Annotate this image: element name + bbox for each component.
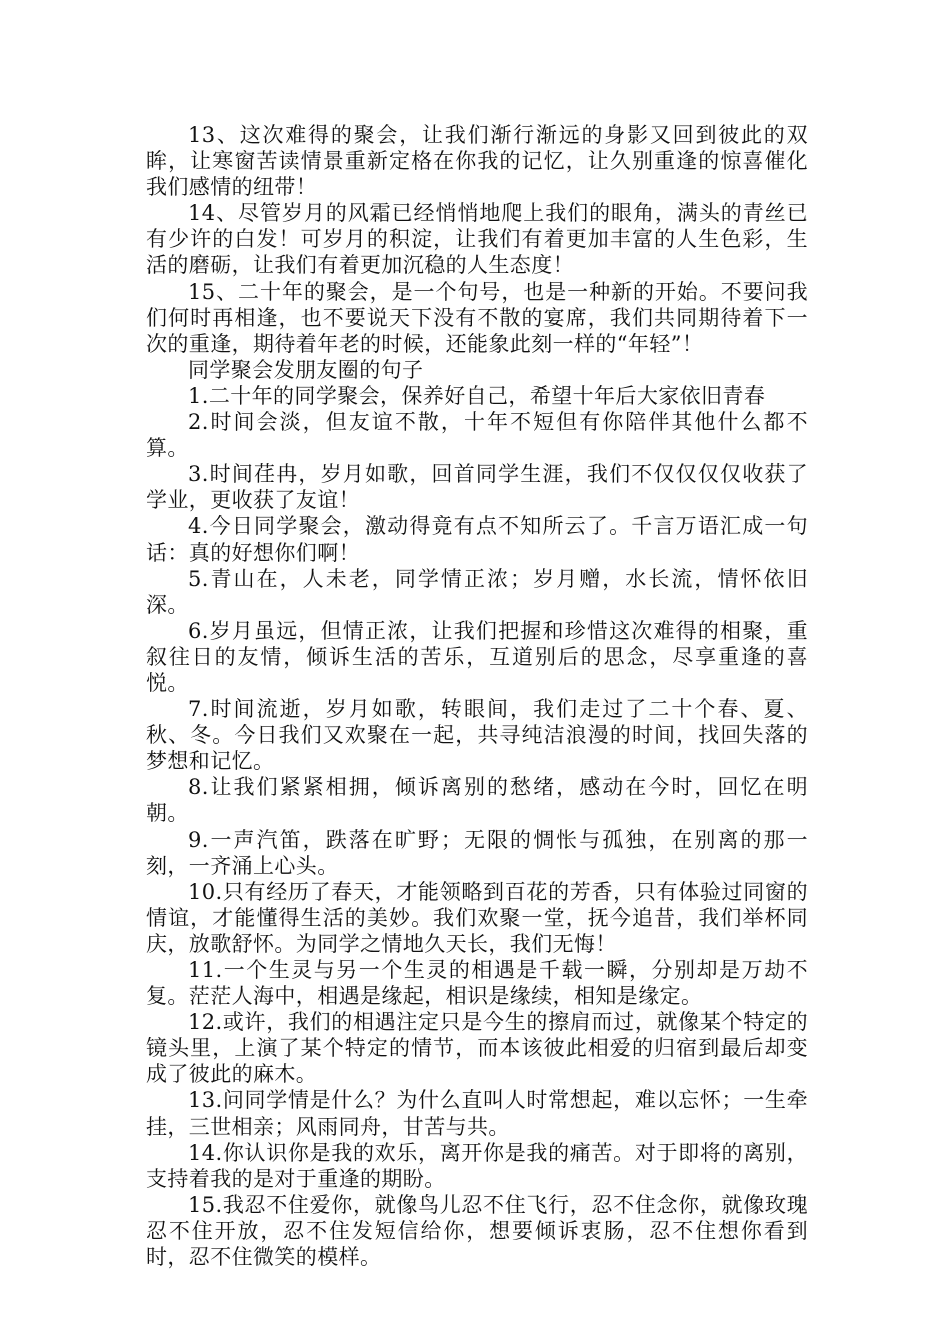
list-item-12: 12.或许，我们的相遇注定只是今生的擦肩而过，就像某个特定的镜头里，上演了某个特定的情节，而本该彼此相爱的归宿到最后却变成了彼此的麻木。 bbox=[146, 1010, 808, 1087]
list-item-14: 14.你认识你是我的欢乐，离开你是我的痛苦。对于即将的离别，支持着我的是对于重逢的期盼。 bbox=[146, 1140, 808, 1191]
list-item-7: 7.时间流逝，岁月如歌，转眼间，我们走过了二十个春、夏、秋、冬。今日我们又欢聚在一起，共寻纯洁浪漫的时间，找回失落的梦想和记忆。 bbox=[146, 697, 808, 774]
list-item-2: 2.时间会淡，但友谊不散，十年不短但有你陪伴其他什么都不算。 bbox=[146, 410, 808, 461]
list-item-5: 5.青山在，人未老，同学情正浓；岁月赠，水长流，情怀依旧深。 bbox=[146, 566, 808, 617]
list-item-10: 10.只有经历了春天，才能领略到百花的芳香，只有体验过同窗的情谊，才能懂得生活的美妙。我们欢聚一堂，抚今追昔，我们举杯同庆，放歌舒怀。为同学之情地久天长，我们无悔！ bbox=[146, 879, 808, 956]
section-heading: 同学聚会发朋友圈的句子 bbox=[188, 357, 424, 382]
list-item-6: 6.岁月虽远，但情正浓，让我们把握和珍惜这次难得的相聚，重叙往日的友情，倾诉生活的苦乐，互道别后的思念，尽享重逢的喜悦。 bbox=[146, 618, 808, 695]
list-item-4: 4.今日同学聚会，激动得竟有点不知所云了。千言万语汇成一句话：真的好想你们啊！ bbox=[146, 514, 808, 565]
list-item-15: 15.我忍不住爱你，就像鸟儿忍不住飞行，忍不住念你，就像玫瑰忍不住开放，忍不住发短信给你，想要倾诉衷肠，忍不住想你看到时，忍不住微笑的模样。 bbox=[146, 1192, 808, 1270]
paragraph-13-reunion: 13、这次难得的聚会，让我们渐行渐远的身影又回到彼此的双眸，让寒窗苦读情景重新定格在你我的记忆，让久别重逢的惊喜催化我们感情的纽带！ bbox=[146, 123, 808, 200]
list-item-9: 9.一声汽笛，跌落在旷野；无限的惆怅与孤独，在别离的那一刻，一齐涌上心头。 bbox=[146, 827, 808, 878]
list-item-8: 8.让我们紧紧相拥，倾诉离别的愁绪，感动在今时，回忆在明朝。 bbox=[146, 775, 808, 826]
list-item-1: 1.二十年的同学聚会，保养好自己，希望十年后大家依旧青春 bbox=[188, 383, 766, 408]
paragraph-15-twenty-years: 15、二十年的聚会，是一个句号，也是一种新的开始。不要问我们何时再相逢，也不要说天下没有不散的宴席，我们共同期待着下一次的重逢，期待着年老的时候，还能象此刻一样的“年轻”！ bbox=[146, 279, 808, 356]
paragraph-14-years: 14、尽管岁月的风霜已经悄悄地爬上我们的眼角，满头的青丝已有少许的白发！可岁月的积淀，让我们有着更加丰富的人生色彩，生活的磨砺，让我们有着更加沉稳的人生态度！ bbox=[146, 201, 808, 278]
list-item-11: 11.一个生灵与另一个生灵的相遇是千载一瞬，分别却是万劫不复。茫茫人海中，相遇是缘起，相识是缘续，相知是缘定。 bbox=[146, 958, 808, 1009]
list-item-13: 13.问同学情是什么？为什么直叫人时常想起，难以忘怀；一生牵挂，三世相亲；风雨同舟，甘苦与共。 bbox=[146, 1088, 808, 1139]
list-item-3: 3.时间荏冉，岁月如歌，回首同学生涯，我们不仅仅仅仅收获了学业，更收获了友谊！ bbox=[146, 462, 808, 513]
document-body bbox=[146, 122, 808, 1270]
